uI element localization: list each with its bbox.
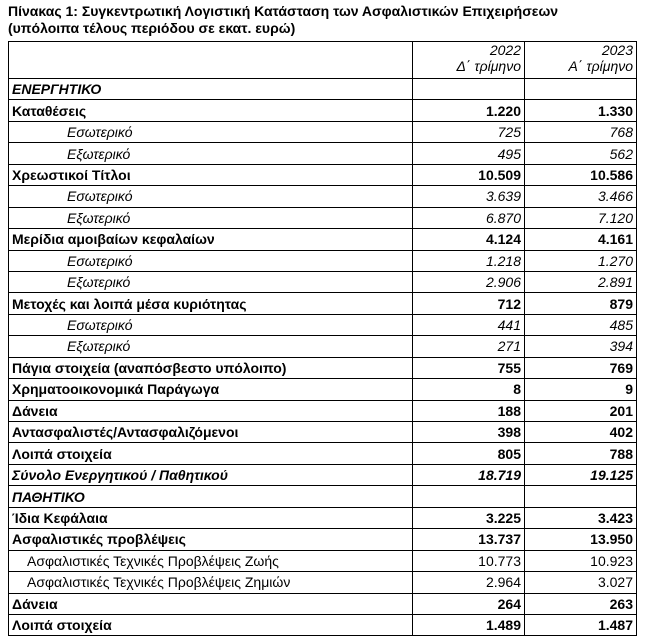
table-row [9,422,637,443]
section-label: ΠΑΘΗΤΙΚΟ [9,486,413,507]
balance-sheet-table [8,41,637,636]
value-2022: 10.773 [413,550,525,571]
row-label: Ίδια Κεφάλαια [9,507,413,528]
row-label: Λοιπά στοιχεία [9,614,413,635]
value-2022: 755 [413,357,525,378]
row-label: Εσωτερικό [9,250,413,271]
row-label: Ασφαλιστικές Τεχνικές Προβλέψεις Ζημιών [9,572,413,593]
row-label: Χρηματοοικονομικά Παράγωγα [9,379,413,400]
table-row [9,314,637,335]
value-2023: 402 [525,422,637,443]
value-2022: 398 [413,422,525,443]
value-2022: 3.639 [413,186,525,207]
table-row [9,572,637,593]
row-label: Ασφαλιστικές Τεχνικές Προβλέψεις Ζωής [9,550,413,571]
table-row [9,593,637,614]
value-2022: 2.906 [413,271,525,292]
value-2022: 805 [413,443,525,464]
section-row-assets [9,79,637,100]
row-label: Εξωτερικό [9,271,413,292]
value-2023: 394 [525,336,637,357]
value-2023: 1.487 [525,614,637,635]
header-period: Δ΄ τρίμηνο [456,58,521,74]
row-label: Λοιπά στοιχεία [9,443,413,464]
value-2023: 3.423 [525,507,637,528]
row-label: Εξωτερικό [9,207,413,228]
value-2022: 441 [413,314,525,335]
table-header-row [9,42,637,79]
total-row [9,464,637,485]
value-2023: 263 [525,593,637,614]
row-label: Καταθέσεις [9,100,413,121]
value-2022: 13.737 [413,529,525,550]
value-2023: 769 [525,357,637,378]
table-row [9,143,637,164]
value-2023: 4.161 [525,229,637,250]
value-2022: 2.964 [413,572,525,593]
section-label: ΕΝΕΡΓΗΤΙΚΟ [9,79,413,100]
value-2022: 1.218 [413,250,525,271]
value-2022: 18.719 [413,464,525,485]
value-2022: 10.509 [413,164,525,185]
value-2023: 3.466 [525,186,637,207]
table-row [9,207,637,228]
row-label: Δάνεια [9,593,413,614]
table-row [9,271,637,292]
table-title [8,3,558,37]
value-2023: 1.330 [525,100,637,121]
header-blank-cell [9,42,413,79]
value-2023: 485 [525,314,637,335]
header-col-2022 [413,42,525,79]
row-label: Εξωτερικό [9,143,413,164]
value-2022: 3.225 [413,507,525,528]
table-row [9,400,637,421]
value-2022: 712 [413,293,525,314]
value-2022: 1.489 [413,614,525,635]
table-row [9,379,637,400]
header-year: 2022 [489,42,521,58]
row-label: Εσωτερικό [9,186,413,207]
value-2023: 19.125 [525,464,637,485]
value-2023: 562 [525,143,637,164]
row-label: Εσωτερικό [9,121,413,142]
table-row [9,250,637,271]
title-line-2: (υπόλοιπα τέλους περιόδου σε εκατ. ευρώ) [8,20,296,36]
header-period: Α΄ τρίμηνο [568,58,633,74]
table-row [9,529,637,550]
row-label: Εξωτερικό [9,336,413,357]
row-label: Αντασφαλιστές/Αντασφαλιζόμενοι [9,422,413,443]
value-2023: 7.120 [525,207,637,228]
table-row [9,357,637,378]
value-2023: 201 [525,400,637,421]
value-2023: 788 [525,443,637,464]
value-2022: 188 [413,400,525,421]
row-label: Εσωτερικό [9,314,413,335]
table-row [9,229,637,250]
value-2023: 768 [525,121,637,142]
value-2023: 879 [525,293,637,314]
value-2022: 1.220 [413,100,525,121]
value-2022: 6.870 [413,207,525,228]
value-2022: 725 [413,121,525,142]
header-col-2023 [525,42,637,79]
value-2023: 1.270 [525,250,637,271]
section-row-liabilities [9,486,637,507]
row-label: Ασφαλιστικές προβλέψεις [9,529,413,550]
value-2022: 271 [413,336,525,357]
table-row [9,293,637,314]
value-2023: 13.950 [525,529,637,550]
value-2022: 495 [413,143,525,164]
value-2023: 10.923 [525,550,637,571]
value-2022: 264 [413,593,525,614]
value-2022: 8 [413,379,525,400]
row-label: Πάγια στοιχεία (αναπόσβεστο υπόλοιπο) [9,357,413,378]
table-row [9,443,637,464]
row-label: Σύνολο Ενεργητικού / Παθητικού [9,464,413,485]
value-2023: 3.027 [525,572,637,593]
table-row [9,164,637,185]
table-row [9,550,637,571]
row-label: Μετοχές και λοιπά μέσα κυριότητας [9,293,413,314]
value-2023: 2.891 [525,271,637,292]
table-row [9,507,637,528]
row-label: Δάνεια [9,400,413,421]
table-row [9,100,637,121]
row-label: Χρεωστικοί Τίτλοι [9,164,413,185]
value-2023: 9 [525,379,637,400]
table-row [9,121,637,142]
table-row [9,614,637,635]
title-line-1: Πίνακας 1: Συγκεντρωτική Λογιστική Κατάσταση των Ασφαλιστικών Επιχειρήσεων [8,3,559,19]
header-year: 2023 [601,42,633,58]
table-row [9,186,637,207]
value-2023: 10.586 [525,164,637,185]
table-row [9,336,637,357]
row-label: Μερίδια αμοιβαίων κεφαλαίων [9,229,413,250]
value-2022: 4.124 [413,229,525,250]
